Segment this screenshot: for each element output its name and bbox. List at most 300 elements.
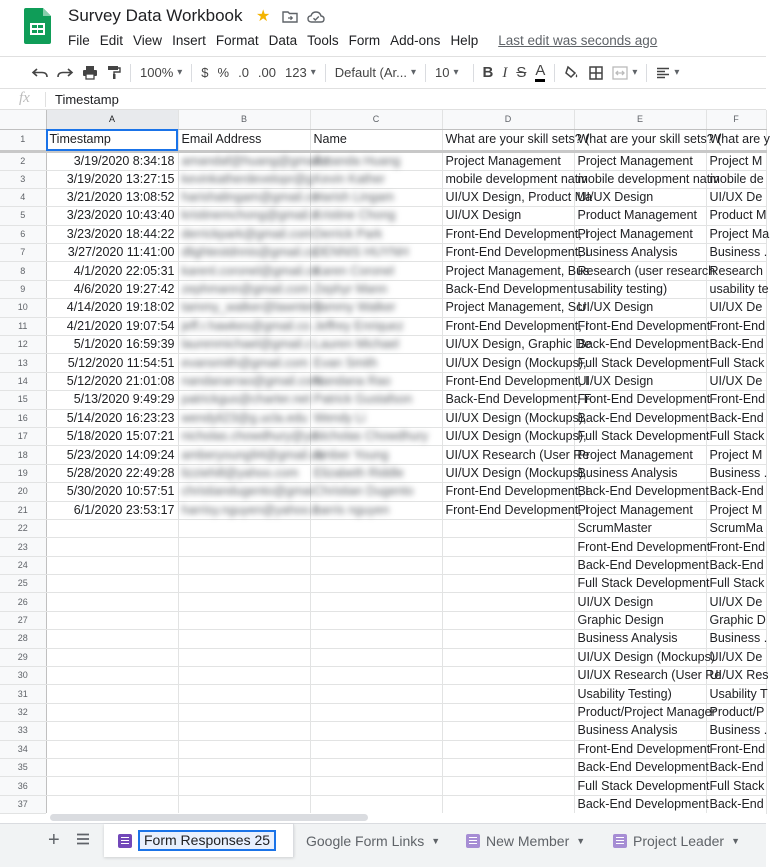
header-cell-skills-2[interactable]: What are your skill sets? ( bbox=[574, 129, 706, 151]
cell-timestamp[interactable]: 4/21/2020 19:07:54 bbox=[46, 317, 178, 335]
cell-skills-2[interactable]: UI/UX Design bbox=[574, 299, 706, 317]
cell-skills-1[interactable]: UI/UX Design (Mockups), bbox=[442, 409, 574, 427]
cell-email[interactable] bbox=[178, 336, 310, 354]
undo-icon[interactable] bbox=[32, 67, 48, 79]
cell-skills-3[interactable]: mobile de bbox=[706, 170, 766, 188]
cell-timestamp[interactable] bbox=[46, 795, 178, 813]
cell-name[interactable] bbox=[310, 446, 442, 464]
cell-timestamp[interactable]: 3/23/2020 10:43:40 bbox=[46, 207, 178, 225]
cell-skills-2[interactable]: Business Analysis bbox=[574, 722, 706, 740]
cell-skills-3[interactable]: Graphic D bbox=[706, 611, 766, 629]
cell-name[interactable] bbox=[310, 575, 442, 593]
currency-format-button[interactable]: $ bbox=[201, 64, 209, 80]
cell-skills-2[interactable]: Full Stack Development bbox=[574, 777, 706, 795]
row-header[interactable]: 37 bbox=[0, 795, 46, 813]
cell-timestamp[interactable] bbox=[46, 538, 178, 556]
cell-email[interactable] bbox=[178, 611, 310, 629]
cell-skills-1[interactable]: Front-End Development, I bbox=[442, 317, 574, 335]
increase-decimal-button[interactable]: .00 bbox=[257, 64, 276, 80]
row-header[interactable]: 15 bbox=[0, 391, 46, 409]
cell-email[interactable] bbox=[178, 188, 319, 206]
cell-skills-1[interactable] bbox=[442, 593, 574, 611]
cell-timestamp[interactable] bbox=[46, 667, 178, 685]
chevron-down-icon[interactable]: ▼ bbox=[731, 835, 740, 846]
cell-skills-3[interactable]: Back-End bbox=[706, 556, 766, 574]
sheet-tab-google-form-links[interactable] bbox=[306, 824, 440, 857]
cell-email[interactable] bbox=[178, 317, 310, 335]
cell-timestamp[interactable]: 3/23/2020 18:44:22 bbox=[46, 225, 178, 243]
cell-email[interactable] bbox=[178, 280, 310, 298]
cell-name[interactable] bbox=[310, 427, 442, 445]
row-header[interactable]: 19 bbox=[0, 464, 46, 482]
cell-skills-3[interactable]: Front-End bbox=[706, 391, 766, 409]
cell-skills-3[interactable]: Project M bbox=[706, 446, 766, 464]
cell-skills-1[interactable]: Front-End Development, I bbox=[442, 225, 574, 243]
cell-skills-1[interactable] bbox=[442, 722, 574, 740]
paint-format-icon[interactable] bbox=[107, 65, 121, 80]
cell-email[interactable] bbox=[178, 151, 330, 170]
cell-name[interactable] bbox=[310, 391, 442, 409]
cell-skills-1[interactable] bbox=[442, 667, 574, 685]
cell-name[interactable] bbox=[310, 795, 442, 813]
cell-skills-1[interactable] bbox=[442, 648, 574, 666]
cell-skills-1[interactable] bbox=[442, 630, 574, 648]
cell-email[interactable] bbox=[178, 244, 318, 262]
cell-skills-1[interactable] bbox=[442, 611, 574, 629]
cell-name[interactable] bbox=[310, 151, 442, 170]
cell-skills-1[interactable]: UI/UX Design (Mockups), bbox=[442, 354, 574, 372]
cell-timestamp[interactable]: 3/19/2020 13:27:15 bbox=[46, 170, 178, 188]
bold-button[interactable]: B bbox=[482, 63, 494, 81]
cell-email[interactable] bbox=[178, 501, 320, 519]
cell-name[interactable] bbox=[310, 703, 442, 721]
borders-icon[interactable] bbox=[589, 66, 603, 80]
header-cell-email[interactable]: Email Address bbox=[178, 129, 310, 151]
cell-skills-3[interactable]: Back-End bbox=[706, 409, 766, 427]
row-header[interactable]: 4 bbox=[0, 188, 46, 206]
cell-email[interactable] bbox=[178, 740, 310, 758]
cell-skills-1[interactable]: Back-End Development bbox=[442, 280, 574, 298]
cell-skills-2[interactable]: UI/UX Design bbox=[574, 593, 706, 611]
row-header[interactable]: 23 bbox=[0, 538, 46, 556]
row-header[interactable]: 18 bbox=[0, 446, 46, 464]
cell-timestamp[interactable] bbox=[46, 703, 178, 721]
cell-skills-2[interactable]: Business Analysis bbox=[574, 244, 706, 262]
cell-skills-1[interactable]: Project Management bbox=[442, 151, 574, 170]
cell-email[interactable] bbox=[178, 207, 318, 225]
cell-skills-2[interactable]: Front-End Development bbox=[574, 317, 706, 335]
cell-timestamp[interactable]: 5/23/2020 14:09:24 bbox=[46, 446, 178, 464]
cell-timestamp[interactable]: 5/30/2020 10:57:51 bbox=[46, 483, 178, 501]
header-cell-timestamp[interactable]: Timestamp bbox=[46, 129, 178, 151]
cell-skills-1[interactable]: Project Management, Scr bbox=[442, 299, 574, 317]
cell-email[interactable] bbox=[178, 372, 323, 390]
fill-color-icon[interactable] bbox=[564, 65, 580, 81]
cell-email[interactable] bbox=[178, 409, 310, 427]
cell-skills-1[interactable]: Project Management, Bus bbox=[442, 262, 574, 280]
header-cell-skills-3[interactable]: What are y bbox=[706, 129, 766, 151]
cell-timestamp[interactable] bbox=[46, 777, 178, 795]
cell-skills-3[interactable]: Project M bbox=[706, 151, 766, 170]
cell-name[interactable] bbox=[310, 317, 442, 335]
italic-button[interactable]: I bbox=[502, 64, 508, 81]
strikethrough-button[interactable]: S bbox=[516, 63, 527, 81]
cell-timestamp[interactable]: 3/21/2020 13:08:52 bbox=[46, 188, 178, 206]
zoom-select[interactable]: 100% ▾ bbox=[140, 63, 182, 83]
row-header[interactable]: 6 bbox=[0, 225, 46, 243]
cell-skills-3[interactable]: Product M bbox=[706, 207, 766, 225]
cell-skills-3[interactable]: Back-End bbox=[706, 759, 766, 777]
row-header[interactable]: 36 bbox=[0, 777, 46, 795]
cell-skills-3[interactable]: UI/UX De bbox=[706, 188, 766, 206]
cell-timestamp[interactable] bbox=[46, 519, 178, 537]
cell-timestamp[interactable] bbox=[46, 685, 178, 703]
cell-skills-3[interactable]: Front-End bbox=[706, 538, 766, 556]
cell-skills-1[interactable] bbox=[442, 759, 574, 777]
cell-skills-3[interactable]: Back-End bbox=[706, 795, 766, 813]
cell-timestamp[interactable]: 4/6/2020 19:27:42 bbox=[46, 280, 178, 298]
menu-data[interactable]: Data bbox=[268, 33, 298, 48]
cell-skills-1[interactable]: Front-End Development, I bbox=[442, 372, 574, 390]
column-header-c[interactable]: C bbox=[310, 110, 442, 129]
row-header[interactable]: 9 bbox=[0, 280, 46, 298]
cell-skills-2[interactable]: Front-End Development bbox=[574, 740, 706, 758]
cell-timestamp[interactable]: 4/14/2020 19:18:02 bbox=[46, 299, 178, 317]
cell-name[interactable] bbox=[310, 244, 442, 262]
menu-help[interactable]: Help bbox=[450, 33, 479, 48]
cell-email[interactable] bbox=[178, 556, 310, 574]
cell-skills-2[interactable]: Back-End Development bbox=[574, 556, 706, 574]
row-header[interactable]: 33 bbox=[0, 722, 46, 740]
cell-skills-2[interactable]: Business Analysis bbox=[574, 464, 706, 482]
print-icon[interactable] bbox=[82, 65, 98, 80]
cell-skills-2[interactable]: UI/UX Design bbox=[574, 188, 706, 206]
cell-email[interactable] bbox=[178, 759, 310, 777]
cloud-saved-icon[interactable] bbox=[307, 9, 325, 25]
cell-skills-1[interactable]: Front-End Development, I bbox=[442, 501, 574, 519]
cell-skills-3[interactable]: UI/UX De bbox=[706, 299, 766, 317]
cell-email[interactable] bbox=[178, 703, 310, 721]
row-header[interactable]: 24 bbox=[0, 556, 46, 574]
cell-skills-2[interactable]: Project Management bbox=[574, 151, 706, 170]
column-header-a[interactable]: A bbox=[46, 110, 178, 129]
row-header[interactable]: 11 bbox=[0, 317, 46, 335]
row-header[interactable]: 34 bbox=[0, 740, 46, 758]
cell-skills-2[interactable]: Usability Testing) bbox=[574, 685, 706, 703]
row-header[interactable]: 17 bbox=[0, 427, 46, 445]
cell-name[interactable] bbox=[310, 759, 442, 777]
cell-timestamp[interactable]: 5/12/2020 11:54:51 bbox=[46, 354, 178, 372]
cell-skills-1[interactable]: Front-End Development, I bbox=[442, 483, 574, 501]
cell-email[interactable] bbox=[178, 667, 310, 685]
cell-skills-2[interactable]: usability testing) bbox=[574, 280, 706, 298]
cell-skills-3[interactable]: Usability T bbox=[706, 685, 766, 703]
cell-timestamp[interactable] bbox=[46, 630, 178, 648]
cell-name[interactable] bbox=[310, 611, 442, 629]
menu-edit[interactable]: Edit bbox=[99, 33, 124, 48]
cell-name[interactable] bbox=[310, 188, 442, 206]
cell-email[interactable] bbox=[178, 446, 325, 464]
cell-timestamp[interactable]: 3/27/2020 11:41:00 bbox=[46, 244, 178, 262]
cell-skills-3[interactable]: UI/UX De bbox=[706, 648, 766, 666]
cell-skills-3[interactable]: ScrumMa bbox=[706, 519, 766, 537]
cell-skills-1[interactable]: Back-End Development, F bbox=[442, 391, 574, 409]
cell-name[interactable] bbox=[310, 225, 442, 243]
cell-skills-1[interactable] bbox=[442, 519, 574, 537]
cell-email[interactable] bbox=[178, 538, 310, 556]
row-header[interactable]: 26 bbox=[0, 593, 46, 611]
menu-format[interactable]: Format bbox=[215, 33, 259, 48]
cell-email[interactable] bbox=[178, 630, 310, 648]
cell-skills-1[interactable]: mobile development nativ bbox=[442, 170, 574, 188]
cell-email[interactable] bbox=[178, 575, 310, 593]
cell-skills-2[interactable]: Graphic Design bbox=[574, 611, 706, 629]
cell-skills-1[interactable] bbox=[442, 685, 574, 703]
cell-name[interactable] bbox=[310, 630, 442, 648]
cell-skills-3[interactable]: Full Stack bbox=[706, 354, 766, 372]
cell-email[interactable] bbox=[178, 427, 318, 445]
cell-name[interactable] bbox=[310, 667, 442, 685]
cell-skills-1[interactable]: UI/UX Design bbox=[442, 207, 574, 225]
cell-skills-3[interactable]: Front-End bbox=[706, 740, 766, 758]
chevron-down-icon[interactable]: ▼ bbox=[431, 835, 441, 846]
cell-skills-2[interactable]: ScrumMaster bbox=[574, 519, 706, 537]
cell-email[interactable] bbox=[178, 299, 322, 317]
chevron-down-icon[interactable]: ▼ bbox=[576, 835, 586, 846]
cell-skills-2[interactable]: Business Analysis bbox=[574, 630, 706, 648]
cell-skills-1[interactable] bbox=[442, 575, 574, 593]
spreadsheet-grid[interactable] bbox=[0, 110, 770, 813]
cell-skills-3[interactable]: Front-End bbox=[706, 317, 766, 335]
cell-skills-1[interactable]: Front-End Development, I bbox=[442, 244, 574, 262]
select-all-corner[interactable] bbox=[0, 110, 46, 129]
cell-skills-3[interactable]: Business . bbox=[706, 722, 766, 740]
cell-skills-1[interactable] bbox=[442, 795, 574, 813]
cell-skills-2[interactable]: Project Management bbox=[574, 446, 706, 464]
scrollbar-thumb[interactable] bbox=[50, 814, 368, 821]
document-title[interactable]: Survey Data Workbook bbox=[68, 6, 243, 25]
sheet-tab-rename-field[interactable]: Form Responses 25 bbox=[138, 830, 276, 851]
menu-form[interactable]: Form bbox=[348, 33, 381, 48]
cell-email[interactable] bbox=[178, 648, 310, 666]
cell-skills-3[interactable]: Business . bbox=[706, 630, 766, 648]
cell-skills-2[interactable]: Front-End Development bbox=[574, 538, 706, 556]
row-header[interactable]: 21 bbox=[0, 501, 46, 519]
row-header[interactable]: 13 bbox=[0, 354, 46, 372]
cell-skills-2[interactable]: Full Stack Development bbox=[574, 575, 706, 593]
column-header-d[interactable]: D bbox=[442, 110, 574, 129]
cell-skills-1[interactable]: UI/UX Design (Mockups), bbox=[442, 464, 574, 482]
row-header[interactable]: 29 bbox=[0, 648, 46, 666]
row-header[interactable]: 30 bbox=[0, 667, 46, 685]
cell-skills-3[interactable]: Full Stack bbox=[706, 575, 766, 593]
cell-name[interactable] bbox=[310, 372, 442, 390]
add-sheet-button[interactable]: + bbox=[48, 829, 60, 851]
cell-timestamp[interactable]: 5/14/2020 16:23:23 bbox=[46, 409, 178, 427]
row-header[interactable]: 20 bbox=[0, 483, 46, 501]
cell-name[interactable] bbox=[310, 299, 442, 317]
column-header-e[interactable]: E bbox=[574, 110, 706, 129]
cell-skills-2[interactable]: Front-End Development bbox=[574, 391, 706, 409]
cell-skills-3[interactable]: Full Stack bbox=[706, 427, 766, 445]
cell-name[interactable] bbox=[310, 483, 442, 501]
cell-timestamp[interactable] bbox=[46, 722, 178, 740]
row-header[interactable]: 1 bbox=[0, 129, 46, 151]
cell-email[interactable] bbox=[178, 593, 310, 611]
row-header[interactable]: 3 bbox=[0, 170, 46, 188]
cell-skills-3[interactable]: usability te bbox=[706, 280, 766, 298]
cell-skills-2[interactable]: Back-End Development bbox=[574, 409, 706, 427]
cell-skills-2[interactable]: Product Management bbox=[574, 207, 706, 225]
font-family-select[interactable]: Default (Ar... ▾ bbox=[335, 63, 416, 83]
cell-timestamp[interactable]: 5/28/2020 22:49:28 bbox=[46, 464, 178, 482]
cell-timestamp[interactable] bbox=[46, 575, 178, 593]
header-cell-skills-1[interactable]: What are your skill sets? ( bbox=[442, 129, 574, 151]
cell-skills-1[interactable] bbox=[442, 777, 574, 795]
cell-timestamp[interactable] bbox=[46, 648, 178, 666]
cell-name[interactable] bbox=[310, 280, 442, 298]
cell-name[interactable] bbox=[310, 722, 442, 740]
cell-skills-3[interactable]: Business . bbox=[706, 464, 766, 482]
cell-name[interactable] bbox=[310, 409, 442, 427]
cell-skills-3[interactable]: Product/P bbox=[706, 703, 766, 721]
cell-name[interactable] bbox=[310, 464, 442, 482]
cell-skills-2[interactable]: Full Stack Development bbox=[574, 427, 706, 445]
cell-timestamp[interactable]: 5/18/2020 15:07:21 bbox=[46, 427, 178, 445]
column-header-b[interactable]: B bbox=[178, 110, 310, 129]
row-header[interactable]: 2 bbox=[0, 151, 46, 170]
cell-name[interactable] bbox=[310, 556, 442, 574]
cell-skills-3[interactable]: Back-End bbox=[706, 336, 766, 354]
cell-timestamp[interactable]: 5/12/2020 21:01:08 bbox=[46, 372, 178, 390]
row-header[interactable]: 32 bbox=[0, 703, 46, 721]
cell-timestamp[interactable] bbox=[46, 593, 178, 611]
cell-email[interactable] bbox=[178, 170, 314, 188]
menu-view[interactable]: View bbox=[133, 33, 163, 48]
menu-insert[interactable]: Insert bbox=[172, 33, 206, 48]
cell-name[interactable] bbox=[310, 354, 442, 372]
star-icon[interactable]: ★ bbox=[256, 8, 271, 25]
cell-skills-3[interactable]: Project M bbox=[706, 501, 766, 519]
cell-timestamp[interactable]: 4/1/2020 22:05:31 bbox=[46, 262, 178, 280]
cell-skills-2[interactable]: Project Management bbox=[574, 501, 706, 519]
cell-skills-2[interactable]: mobile development nativ bbox=[574, 170, 706, 188]
cell-skills-3[interactable]: UI/UX De bbox=[706, 593, 766, 611]
cell-name[interactable] bbox=[310, 685, 442, 703]
row-header[interactable]: 14 bbox=[0, 372, 46, 390]
column-header-f[interactable]: F bbox=[706, 110, 766, 129]
cell-skills-1[interactable]: UI/UX Design (Mockups), bbox=[442, 427, 574, 445]
cell-timestamp[interactable]: 3/19/2020 8:34:18 bbox=[46, 151, 178, 170]
cell-timestamp[interactable] bbox=[46, 556, 178, 574]
cell-skills-1[interactable]: UI/UX Design, Graphic De bbox=[442, 336, 574, 354]
cell-skills-2[interactable]: UI/UX Research (User Re bbox=[574, 667, 706, 685]
cell-timestamp[interactable]: 5/13/2020 9:49:29 bbox=[46, 391, 178, 409]
cell-name[interactable] bbox=[310, 336, 442, 354]
menu-tools[interactable]: Tools bbox=[307, 33, 339, 48]
cell-email[interactable] bbox=[178, 519, 310, 537]
decrease-decimal-button[interactable]: .0 bbox=[238, 64, 249, 80]
cell-skills-2[interactable]: Back-End Development bbox=[574, 483, 706, 501]
cell-name[interactable] bbox=[310, 207, 442, 225]
cell-skills-1[interactable]: UI/UX Research (User Re bbox=[442, 446, 574, 464]
row-header[interactable]: 28 bbox=[0, 630, 46, 648]
last-edit-link[interactable]: Last edit was seconds ago bbox=[498, 33, 658, 48]
cell-email[interactable] bbox=[178, 483, 314, 501]
cell-skills-1[interactable] bbox=[442, 703, 574, 721]
cell-email[interactable] bbox=[178, 262, 320, 280]
cell-name[interactable] bbox=[310, 593, 442, 611]
font-size-select[interactable]: 10 ▾ bbox=[435, 63, 459, 83]
row-header[interactable]: 5 bbox=[0, 207, 46, 225]
cell-name[interactable] bbox=[310, 519, 442, 537]
row-header[interactable]: 22 bbox=[0, 519, 46, 537]
row-header[interactable]: 12 bbox=[0, 336, 46, 354]
sheet-tab-project-leader[interactable] bbox=[613, 824, 740, 857]
cell-skills-1[interactable]: UI/UX Design, Product Ma bbox=[442, 188, 574, 206]
sheet-tab-form-responses[interactable] bbox=[104, 824, 294, 857]
cell-email[interactable] bbox=[178, 795, 310, 813]
sheet-tab-new-member[interactable] bbox=[466, 824, 585, 857]
cell-skills-3[interactable]: Full Stack bbox=[706, 777, 766, 795]
cell-name[interactable] bbox=[310, 538, 442, 556]
cell-name[interactable] bbox=[310, 648, 442, 666]
cell-skills-2[interactable]: Project Management bbox=[574, 225, 706, 243]
text-color-button[interactable]: A bbox=[535, 63, 545, 82]
cell-skills-3[interactable]: Project Ma bbox=[706, 225, 766, 243]
cell-timestamp[interactable] bbox=[46, 611, 178, 629]
cell-email[interactable] bbox=[178, 464, 310, 482]
cell-skills-3[interactable]: Research bbox=[706, 262, 766, 280]
horizontal-scrollbar[interactable] bbox=[46, 813, 766, 823]
cell-email[interactable] bbox=[178, 722, 310, 740]
more-formats-select[interactable]: 123 ▾ bbox=[285, 63, 316, 83]
cell-skills-2[interactable]: Full Stack Development bbox=[574, 354, 706, 372]
cell-email[interactable] bbox=[178, 225, 313, 243]
row-header[interactable]: 35 bbox=[0, 759, 46, 777]
move-to-folder-icon[interactable] bbox=[282, 9, 298, 25]
cell-skills-2[interactable]: Product/Project Manager bbox=[574, 703, 706, 721]
cell-skills-2[interactable]: UI/UX Design bbox=[574, 372, 706, 390]
cell-email[interactable] bbox=[178, 685, 310, 703]
cell-name[interactable] bbox=[310, 170, 442, 188]
cell-timestamp[interactable] bbox=[46, 759, 178, 777]
cell-skills-1[interactable] bbox=[442, 740, 574, 758]
row-header[interactable]: 25 bbox=[0, 575, 46, 593]
horizontal-align-icon[interactable] bbox=[656, 63, 679, 83]
merge-cells-icon[interactable] bbox=[612, 63, 637, 83]
cell-timestamp[interactable] bbox=[46, 740, 178, 758]
percent-format-button[interactable]: % bbox=[217, 64, 230, 80]
cell-skills-2[interactable]: Back-End Development bbox=[574, 759, 706, 777]
cell-name[interactable] bbox=[310, 262, 442, 280]
header-cell-name[interactable]: Name bbox=[310, 129, 442, 151]
row-header[interactable]: 16 bbox=[0, 409, 46, 427]
cell-skills-3[interactable]: Business . bbox=[706, 244, 766, 262]
formula-input[interactable]: Timestamp bbox=[55, 92, 119, 107]
cell-skills-2[interactable]: Research (user research bbox=[574, 262, 706, 280]
cell-name[interactable] bbox=[310, 501, 442, 519]
cell-skills-2[interactable]: Back-End Development bbox=[574, 795, 706, 813]
all-sheets-list-icon[interactable] bbox=[76, 833, 90, 845]
cell-timestamp[interactable]: 6/1/2020 23:53:17 bbox=[46, 501, 178, 519]
cell-skills-3[interactable]: Back-End bbox=[706, 483, 766, 501]
sheets-logo-icon[interactable] bbox=[24, 8, 51, 44]
cell-skills-2[interactable]: UI/UX Design (Mockups) bbox=[574, 648, 706, 666]
menu-addons[interactable]: Add-ons bbox=[390, 33, 441, 48]
cell-skills-1[interactable] bbox=[442, 556, 574, 574]
cell-email[interactable] bbox=[178, 777, 310, 795]
